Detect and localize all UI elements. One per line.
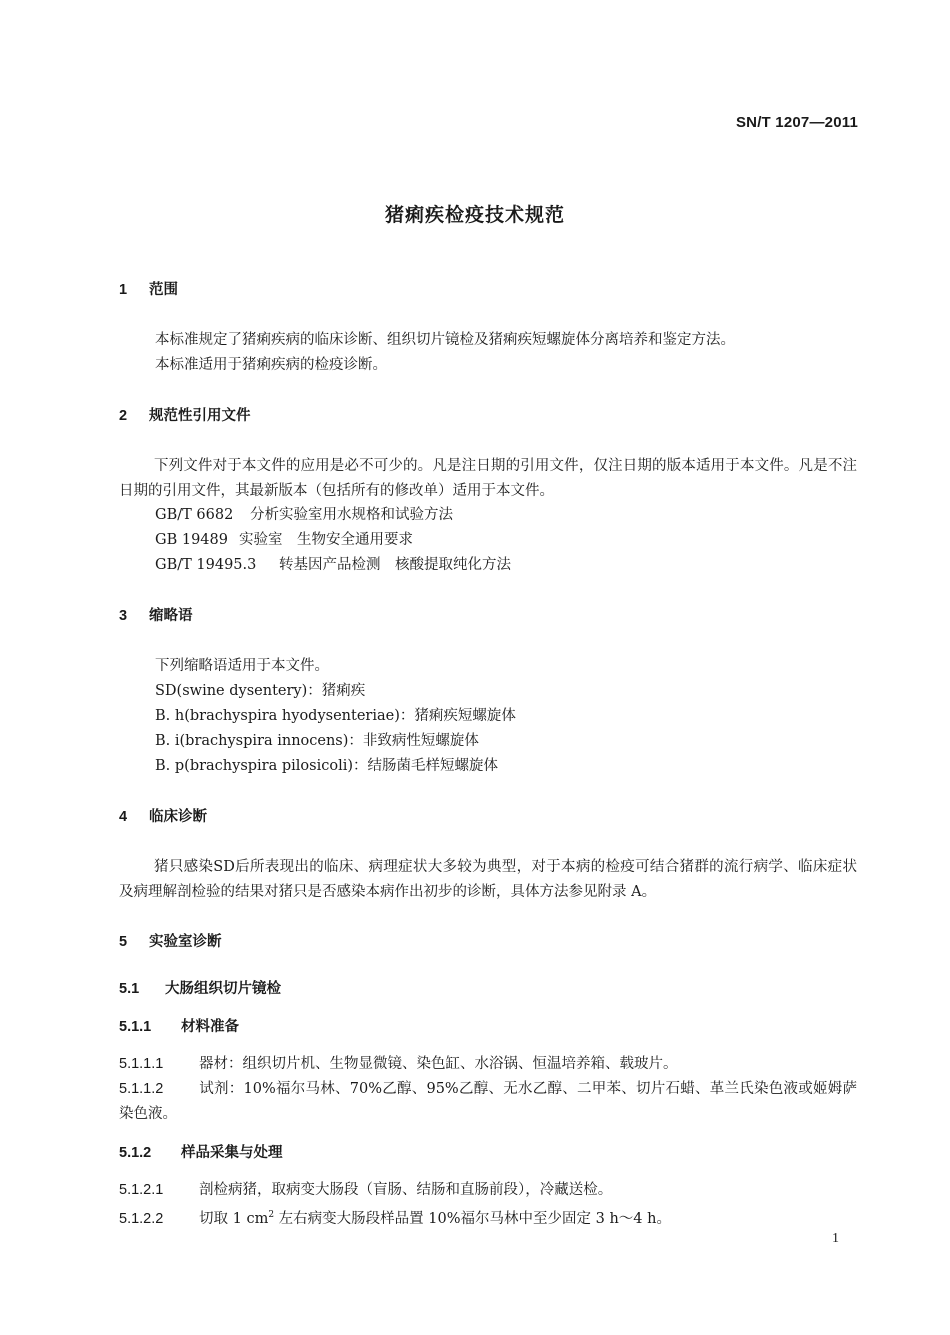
section-5-heading <box>119 930 222 951</box>
abbreviations-intro: 下列缩略语适用于本文件。 <box>155 658 329 674</box>
section-number: 3 <box>119 608 128 624</box>
scope-paragraph-2: 本标准适用于猪痢疾病的检疫诊断。 <box>155 357 387 373</box>
abbreviation-item: B. i(brachyspira innocens)：非致病性短螺旋体 <box>155 733 479 749</box>
clause-text: 剖检病猪，取病变大肠段（盲肠、结肠和直肠前段），冷藏送检。 <box>199 1182 613 1198</box>
section-4-heading <box>119 805 207 826</box>
section-number: 5 <box>119 934 128 950</box>
section-number: 5.1.1 <box>119 1019 152 1035</box>
reference-code: GB 19489 <box>155 532 228 548</box>
reference-name: 实验室 生物安全通用要求 <box>239 532 413 548</box>
clause-text: 器材：组织切片机、生物显微镜、染色缸、水浴锅、恒温培养箱、载玻片。 <box>199 1056 678 1072</box>
section-number: 5.1 <box>119 981 140 997</box>
scope-paragraph-1: 本标准规定了猪痢疾病的临床诊断、组织切片镜检及猪痢疾短螺旋体分离培养和鉴定方法。 <box>155 332 735 348</box>
section-title: 缩略语 <box>149 608 193 624</box>
abbreviation-item: SD(swine dysentery)：猪痢疾 <box>155 683 366 699</box>
section-number: 5.1.2 <box>119 1145 152 1161</box>
reference-item <box>155 553 511 578</box>
section-title: 临床诊断 <box>149 809 207 825</box>
section-title: 大肠组织切片镜检 <box>165 981 281 997</box>
reference-code: GB/T 19495.3 <box>155 557 257 573</box>
clause-text: 试剂：10%福尔马林、70%乙醇、95%乙醇、无水乙醇、二甲苯、切片石蜡、革兰氏染色液或姬姆萨染色液。 <box>119 1081 857 1122</box>
section-number: 4 <box>119 809 128 825</box>
clause-5-1-1-1 <box>119 1052 678 1077</box>
clause-number: 5.1.1.2 <box>119 1081 164 1097</box>
section-2-heading <box>119 404 251 425</box>
clause-5-1-2-1 <box>119 1178 612 1203</box>
clause-number: 5.1.2.2 <box>119 1210 164 1227</box>
reference-item <box>155 503 453 528</box>
clause-number: 5.1.2.1 <box>119 1182 164 1198</box>
clause-text-b: 左右病变大肠段样品置 10%福尔马林中至少固定 3 h～4 h。 <box>274 1210 671 1227</box>
section-3-heading <box>119 604 193 625</box>
section-5-1-heading <box>119 977 281 998</box>
reference-code: GB/T 6682 <box>155 507 234 523</box>
section-title: 样品采集与处理 <box>181 1145 283 1161</box>
clause-5-1-2-2 <box>119 1203 671 1232</box>
clinical-diagnosis-paragraph: 猪只感染SD后所表现出的临床、病理症状大多较为典型，对于本病的检疫可结合猪群的流行病学、临床症状及病理解剖检验的结果对猪只是否感染本病作出初步的诊断，具体方法参见附录 A。 <box>119 859 857 900</box>
standard-code: SN/T 1207—2011 <box>735 114 858 131</box>
section-title: 材料准备 <box>181 1019 239 1035</box>
section-5-1-2-heading <box>119 1141 283 1162</box>
section-title: 实验室诊断 <box>149 934 222 950</box>
clause-number: 5.1.1.1 <box>119 1056 164 1072</box>
reference-item <box>155 528 413 553</box>
section-1-heading <box>119 278 178 299</box>
abbreviation-item: B. p(brachyspira pilosicoli)：结肠菌毛样短螺旋体 <box>155 758 499 774</box>
superscript: 2 <box>268 1210 275 1220</box>
section-number: 1 <box>119 282 128 298</box>
clause-text-a: 切取 1 cm <box>199 1210 269 1227</box>
reference-name: 分析实验室用水规格和试验方法 <box>250 507 453 523</box>
page-number: 1 <box>832 1231 839 1246</box>
section-title: 范围 <box>149 282 178 298</box>
document-title: 猪痢疾检疫技术规范 <box>384 204 565 226</box>
references-intro: 下列文件对于本文件的应用是必不可少的。凡是注日期的引用文件，仅注日期的版本适用于本文件。凡是不注日期的引用文件，其最新版本（包括所有的修改单）适用于本文件。 <box>119 458 857 499</box>
abbreviation-item: B. h(brachyspira hyodysenteriae)：猪痢疾短螺旋体 <box>155 708 516 724</box>
section-title: 规范性引用文件 <box>149 408 251 424</box>
section-5-1-1-heading <box>119 1015 239 1036</box>
section-number: 2 <box>119 408 128 424</box>
reference-name: 转基因产品检测 核酸提取纯化方法 <box>279 557 511 573</box>
clause-5-1-1-2 <box>119 1077 857 1127</box>
